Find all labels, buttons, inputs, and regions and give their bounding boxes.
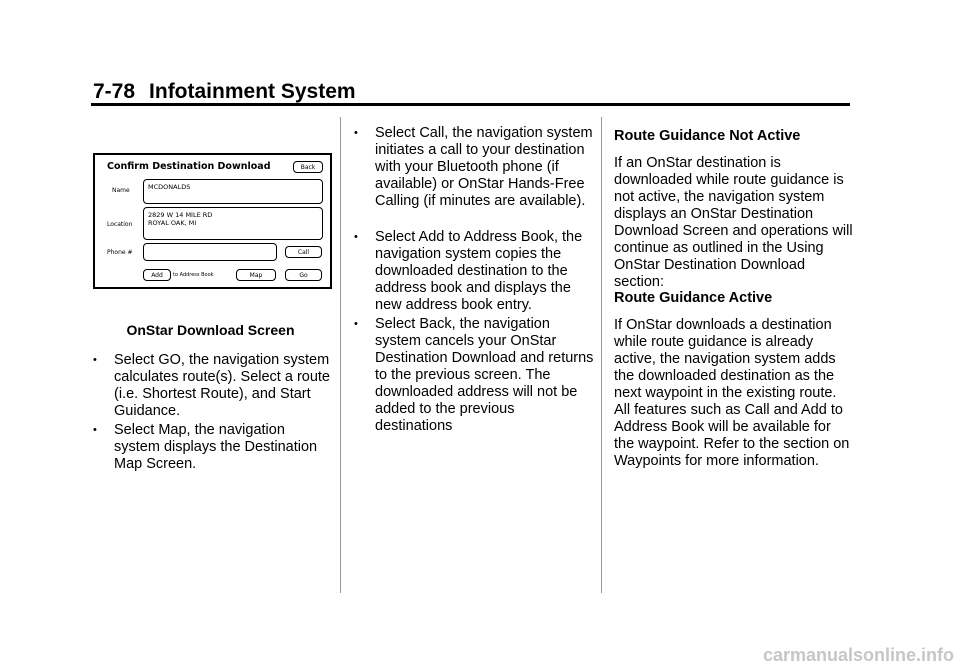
name-field: MCDONALDS <box>143 179 323 204</box>
column-divider-2 <box>601 117 602 593</box>
location-field <box>143 207 323 240</box>
bullet-dot: • <box>354 127 358 139</box>
bullet-text: Select GO, the navigation system calculates route(s). Select a route (i.e. Shortest Route), and Start Guidance. <box>114 352 330 419</box>
add-to-address-book-label: to Address Book <box>173 272 214 278</box>
column-divider-1 <box>340 117 341 593</box>
bullet-text: Select Call, the navigation system initiates a call to your destination with your Bluetooth phone (if available) or OnStar Hands-Free Calling (if minutes are available). <box>375 125 593 209</box>
section-title: Infotainment System <box>149 80 356 103</box>
bullet-text: Select Map, the navigation system displays the Destination Map Screen. <box>114 422 318 472</box>
paragraph-active: If OnStar downloads a destination while route guidance is already active, the navigation system adds the downloaded destination as the next waypoint in the existing route. All features such as Call and Add to Address Book will be available for the waypoint. Refer to the section on Waypoints for more information. <box>614 317 850 469</box>
location-line-2: ROYAL OAK, MI <box>148 219 197 227</box>
bullet-dot: • <box>354 231 358 243</box>
header-rule <box>91 103 850 106</box>
name-label: Name <box>112 187 130 194</box>
heading-route-guidance-not-active: Route Guidance Not Active <box>614 128 801 144</box>
map-button[interactable]: Map <box>236 269 276 281</box>
screen-title: Confirm Destination Download <box>107 161 271 172</box>
location-label: Location <box>107 221 133 228</box>
phone-field <box>143 243 277 261</box>
bullet-text: Select Add to Address Book, the navigation system copies the downloaded destination to the address book and displays the new address book entry. <box>375 229 583 313</box>
go-button[interactable]: Go <box>285 269 322 281</box>
onstar-download-screen-illustration <box>93 153 332 289</box>
bullet-text: Select Back, the navigation system cancels your OnStar Destination Download and returns to the previous screen. The downloaded address will not be added to the previous destinations <box>375 316 594 434</box>
call-button[interactable]: Call <box>285 246 322 258</box>
bullet-dot: • <box>93 354 97 366</box>
bullet-dot: • <box>354 318 358 330</box>
bullet-dot: • <box>93 424 97 436</box>
back-button[interactable]: Back <box>293 161 323 173</box>
paragraph-not-active: If an OnStar destination is downloaded while route guidance is not active, the navigation system displays an OnStar Destination Download Screen and operations will continue as outlined in the Using OnStar Destination Download section: <box>614 155 853 290</box>
page-number: 7-78 <box>93 80 136 103</box>
page-header <box>93 80 356 104</box>
location-line-1: 2829 W 14 MILE RD <box>148 211 213 219</box>
add-button[interactable]: Add <box>143 269 171 281</box>
watermark: carmanualsonline.info <box>762 645 954 665</box>
heading-route-guidance-active: Route Guidance Active <box>614 290 773 306</box>
phone-label: Phone # <box>107 249 133 256</box>
figure-caption: OnStar Download Screen <box>126 322 295 338</box>
